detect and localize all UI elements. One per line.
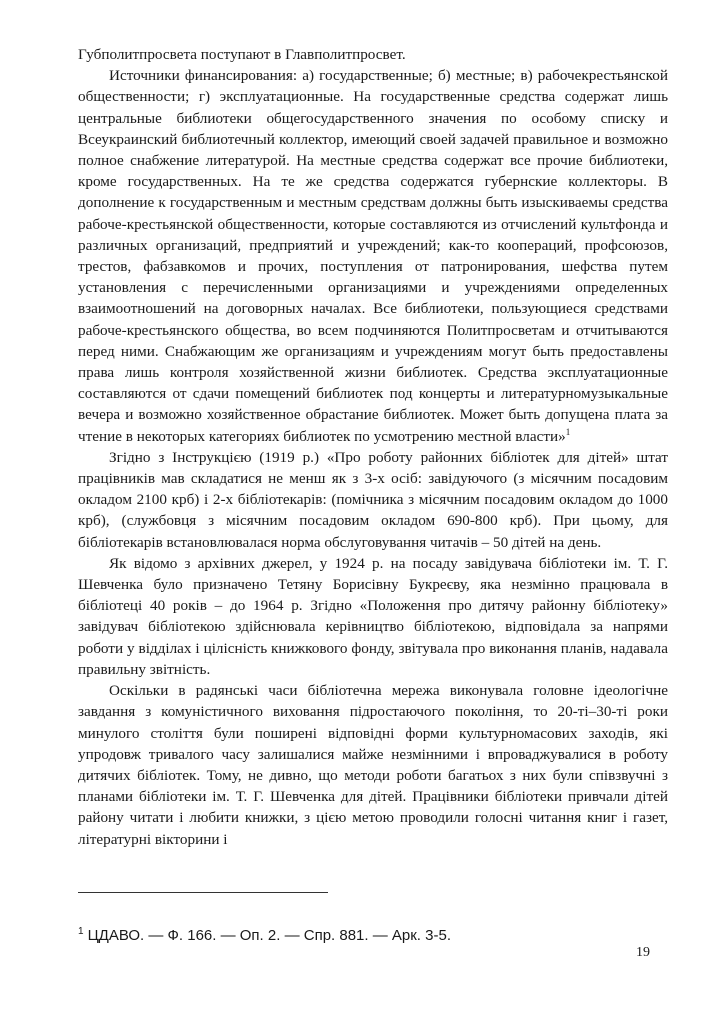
footnote-mark: 1 [78, 926, 84, 937]
paragraph-4: Як відомо з архівних джерел, у 1924 р. на посаду завідувача бібліотеки ім. Т. Г. Шевченка було призначено Тетяну Борисівну Букреєву, яка незмінно працювала в бібліотеці 40 років – до 1964 р. Згідно «Положення про дитячу районну бібліотеку» завідувач бібліотекою здійснювала керівництво бібліотекою, відповідала за напрями роботи у відділах і цілісність книжкового фонду, звітувала про виконання планів, надавала правильну звітність. [78, 554, 668, 678]
page-body [78, 44, 668, 850]
footnote [78, 927, 451, 945]
footnote-reference: 1 [565, 426, 571, 437]
footnote-text: ЦДАВО. — Ф. 166. — Оп. 2. — Спр. 881. — Арк. 3-5. [87, 927, 451, 944]
footnote-separator [78, 892, 328, 893]
paragraph-5: Оскільки в радянські часи бібліотечна мережа виконувала головне ідеологічне завдання з комуністичного виховання підростаючого покоління, то 20-ті–30-ті роки минулого століття були поширені відповідні форми культурномасових заходів, які упродовж тривалого часу залишалися майже незмінними і впроваджувалися в роботу дитячих бібліотек. Тому, не дивно, що методи роботи багатьох з них були співзвучні з планами бібліотеки ім. Т. Г. Шевченка для дітей. Працівники бібліотеки привчали дітей району читати і любити книжки, з цією метою проводили голосні читання книг і газет, літературні вікторини і [78, 682, 668, 848]
paragraph-3: Згідно з Інструкцією (1919 р.) «Про роботу районних бібліотек для дітей» штат працівників мав складатися не менш як з 3-х осіб: завідуючого (з місячним посадовим окладом 2100 крб) і 2-х бібліотекарів: (помічника з місячним посадовим окладом до 1000 крб), (службовця з місячним посадовим окладом 690-800 крб). При цьому, для бібліотекарів встановлювалася норма обслуговування читачів – 50 дітей на день. [78, 448, 668, 551]
paragraph-2-text: Источники финансирования: а) государственные; б) местные; в) рабочекрестьянской общественности; г) эксплуатационные. На государственные средства содержат лишь центральные библиотеки общегосударственного значения по особому списку и Всеукраинский библиотечный коллектор, имеющий своей задачей правильное и возможно полное снабжение литературой. На местные средства содержат все прочие библиотеки, кроме государственных. На те же средства содержатся губернские коллекторы. В дополнение к государственным и местным средствам должны быть изыскиваемы средства рабоче-крестьянской общественности, которые составляются из отчислений культфонда и различных организаций, предприятий и учреждений; как-то коопераций, профсоюзов, трестов, фабзавкомов и прочих, поступления от патронирования, шефства путем установления с перечисленными организациями и учреждениями определенных взаимоотношений на договорных началах. Все библиотеки, пользующиеся средствами рабоче-крестьянского общества, во всем подчиняются Политпросветам и отчитываются перед ними. Снабжающим же организациям и учреждениям могут быть предоставлены права лишь контроля хозяйственной жизни библиотек. Средства эксплуатационные составляются от сдачи помещений библиотек под концерты и литературномузыкальные вечера и возможно хозяйственное обрастание библиотек. Может быть допущена плата за чтение в некоторых категориях библиотек по усмотрению местной власти» [78, 67, 668, 445]
paragraph-1: Губполитпросвета поступают в Главполитпросвет. [78, 46, 406, 63]
page-number: 19 [636, 945, 650, 960]
paragraph-2 [78, 65, 668, 447]
